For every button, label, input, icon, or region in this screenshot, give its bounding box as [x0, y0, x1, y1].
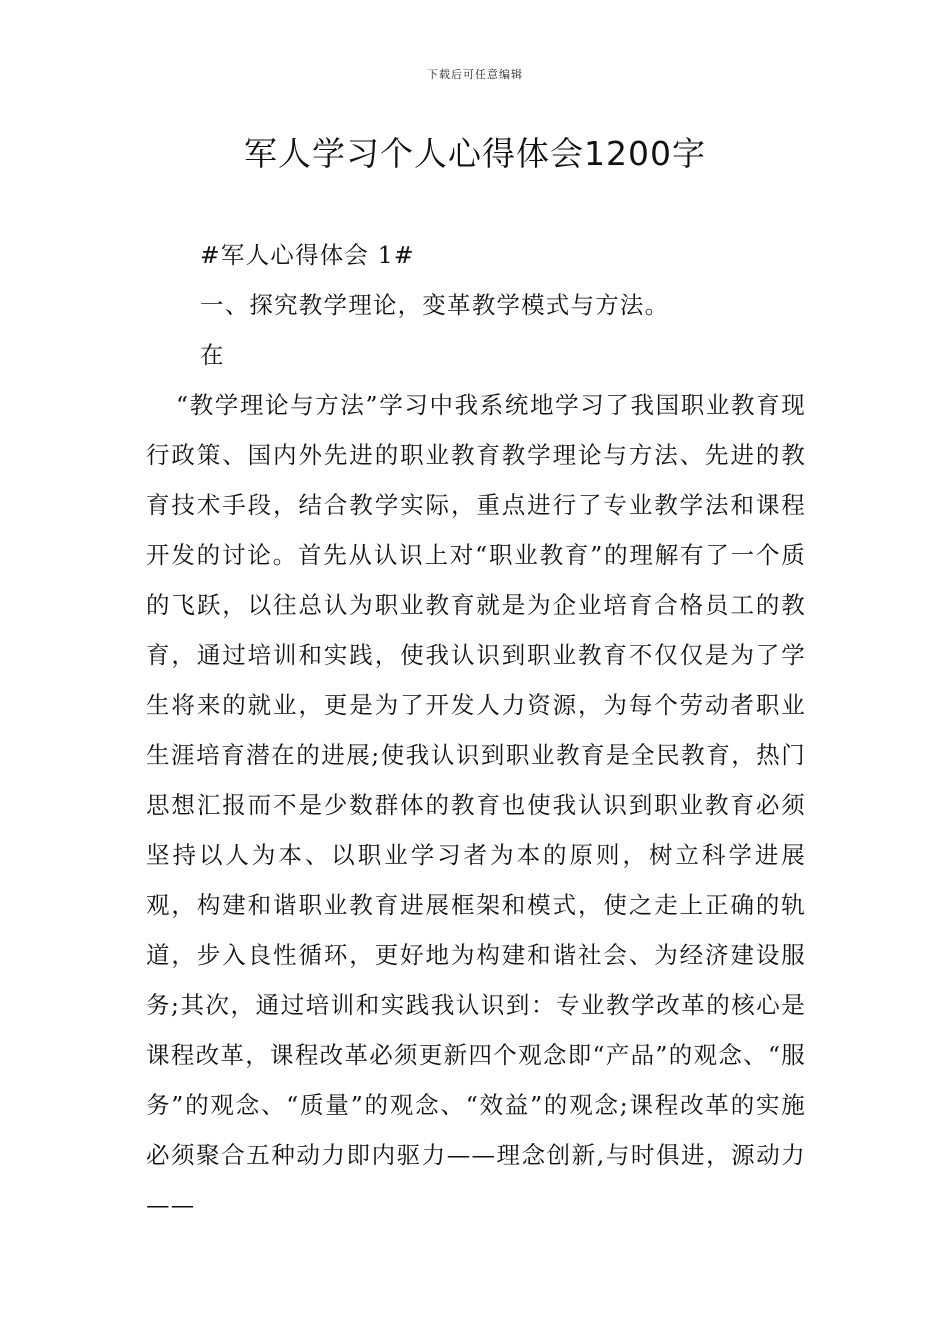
section-marker: #军人心得体会 1# — [200, 241, 415, 269]
document-title: 军人学习个人心得体会1200字 — [244, 134, 706, 173]
header-note: 下载后可任意编辑 — [427, 68, 523, 81]
body-paragraph: “教学理论与方法”学习中我系统地学习了我国职业教育现行政策、国内外先进的职业教育教学理论与方法、先进的教育技术手段，结合教学实际，重点进行了专业教学法和课程开发的讨论。首先从认识上对“职业教育”的理解有了一个质的飞跃，以往总认为职业教育就是为企业培育合格员工的教育，通过培训和实践，使我认识到职业教育不仅仅是为了学生将来的就业，更是为了开发人力资源，为每个劳动者职业生涯培育潜在的进展;使我认识到职业教育是全民教育，热门思想汇报而不是少数群体的教育也使我认识到职业教育必须坚持以人为本、以职业学习者为本的原则，树立科学进展观，构建和谐职业教育进展框架和模式，使之走上正确的轨道，步入良性循环，更好地为构建和谐社会、为经济建设服务;其次，通过培训和实践我认识到：专业教学改革的核心是课程改革，课程改革必须更新四个观念即“产品”的观念、“服务”的观念、“质量”的观念、“效益”的观念;课程改革的实施必须聚合五种动力即内驱力——理念创新,与时俱进，源动力—— — [146, 391, 806, 1219]
document-body — [146, 230, 806, 1230]
lead-word: 在 — [200, 341, 225, 369]
section-heading: 一、探究教学理论，变革教学模式与方法。 — [200, 291, 670, 319]
